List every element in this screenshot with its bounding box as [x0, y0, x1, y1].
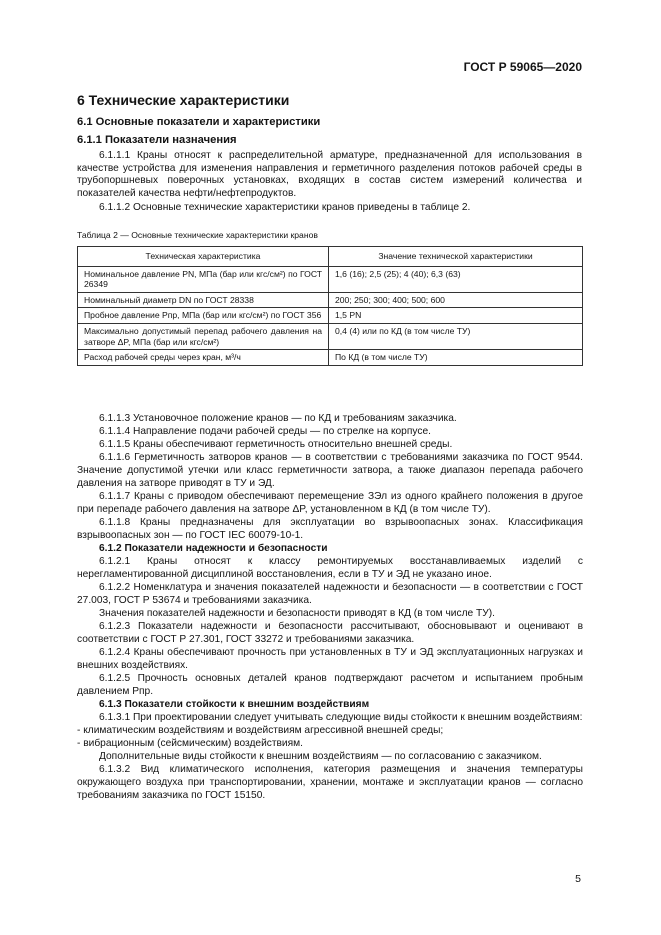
paragraph-6131: 6.1.3.1 При проектировании следует учитывать следующие виды стойкости к внешним воздействиям: [99, 712, 583, 723]
table-row [78, 323, 583, 349]
table-cell-value: 0,4 (4) или по КД (в том числе ТУ) [329, 323, 583, 349]
paragraph-6114: 6.1.1.4 Направление подачи рабочей среды — по стрелке на корпусе. [99, 426, 431, 437]
paragraph-6113: 6.1.1.3 Установочное положение кранов — по КД и требованиям заказчика. [99, 413, 457, 424]
paragraph-6115: 6.1.1.5 Краны обеспечивают герметичность относительно внешней среды. [99, 439, 453, 450]
standard-header: ГОСТ Р 59065—2020 [463, 60, 582, 74]
paragraph-6118: 6.1.1.8 Краны предназначены для эксплуатации во взрывоопасных зонах. Классификация взрывоопасных зон — по ГОСТ IEC 60079-10-1. [77, 517, 583, 541]
table-header-characteristic: Техническая характеристика [78, 247, 329, 267]
paragraph-6117: 6.1.1.7 Краны с приводом обеспечивают перемещение ЗЭл из одного крайнего положения в другое при перепаде рабочего давления на затворе ΔP, установленном в КД (в том числе ТУ). [77, 491, 583, 515]
subsection-611-title: 6.1.1 Показатели назначения [77, 134, 237, 146]
table-cell-value: 1,5 PN [329, 308, 583, 324]
table-row [78, 308, 583, 324]
list-item: - вибрационным (сейсмическим) воздействиям. [77, 738, 303, 749]
section-title: 6 Технические характеристики [77, 92, 290, 108]
table-cell-label: Расход рабочей среды через кран, м³/ч [78, 350, 329, 366]
table-cell-label: Максимально допустимый перепад рабочего давления на затворе ΔP, МПа (бар или кгс/см²) [78, 323, 329, 349]
paragraph-6122: 6.1.2.2 Номенклатура и значения показателей надежности и безопасности — в соответствии с ГОСТ 27.003, ГОСТ Р 53674 и требованиями заказчика. [77, 582, 583, 606]
paragraph-6122-values: Значения показателей надежности и безопасности приводят в КД (в том числе ТУ). [99, 608, 495, 619]
paragraph-6131-additional: Дополнительные виды стойкости к внешним воздействиям — по согласованию с заказчиком. [99, 751, 542, 762]
paragraph-6125: 6.1.2.5 Прочность основных деталей кранов подтверждают расчетом и испытанием пробным давлением Pпр. [77, 673, 583, 697]
subsection-613-title: 6.1.3 Показатели стойкости к внешним воздействиям [99, 699, 370, 710]
table-row [78, 266, 583, 292]
table-caption: Таблица 2 — Основные технические характеристики кранов [77, 230, 318, 240]
subsection-title: 6.1 Основные показатели и характеристики [77, 116, 321, 128]
table-header-value: Значение технической характеристики [329, 247, 583, 267]
paragraph-6132: 6.1.3.2 Вид климатического исполнения, категория размещения и значения температуры окружающего воздуха при транспортировании, хранении, монтаже и эксплуатации кранов — согласно требованиям заказчика по ГОСТ 15150. [77, 764, 583, 801]
page-number: 5 [575, 873, 581, 885]
subsection-612-title: 6.1.2 Показатели надежности и безопасности [99, 543, 328, 554]
paragraph-6112: 6.1.1.2 Основные технические характеристики кранов приведены в таблице 2. [99, 202, 471, 213]
paragraph-6116: 6.1.1.6 Герметичность затворов кранов — в соответствии с требованиями заказчика по ГОСТ 9544. Значение допустимой утечки или класс герметичности затвора, а также диапазон перепада рабочего давления на затворе приводят в ТУ и ЭД. [77, 452, 583, 489]
paragraph-6124: 6.1.2.4 Краны обеспечивают прочность при установленных в ТУ и ЭД эксплуатационных нагрузках и внешних воздействиях. [77, 647, 583, 671]
table-cell-value: 200; 250; 300; 400; 500; 600 [329, 292, 583, 308]
table-cell-label: Номинальное давление PN, МПа (бар или кгс/см²) по ГОСТ 26349 [78, 266, 329, 292]
paragraph-6111: 6.1.1.1 Краны относят к распределительной арматуре, предназначенной для использования в качестве устройства для изменения направления и герметичного разделения потоков рабочей среды в трубопоршневых поверочных установках, входящих в состав систем измерений количества и показателей качества нефти/нефтепродуктов. [77, 150, 582, 199]
table-cell-label: Пробное давление Pпр, МПа (бар или кгс/см²) по ГОСТ 356 [78, 308, 329, 324]
paragraph-6123: 6.1.2.3 Показатели надежности и безопасности рассчитывают, обосновывают и оценивают в соответствии с ГОСТ Р 27.301, ГОСТ 33272 и требованиями заказчика. [77, 621, 583, 645]
body-text [77, 412, 583, 802]
table-cell-value: По КД (в том числе ТУ) [329, 350, 583, 366]
table-row [78, 350, 583, 366]
table-row [78, 292, 583, 308]
list-item: - климатическим воздействиям и воздействиям агрессивной внешней среды; [77, 725, 444, 736]
table-header-row [78, 247, 583, 267]
table-cell-value: 1,6 (16); 2,5 (25); 4 (40); 6,3 (63) [329, 266, 583, 292]
characteristics-table [77, 246, 583, 366]
paragraph-6121: 6.1.2.1 Краны относят к классу ремонтируемых восстанавливаемых изделий с нерегламентированной дисциплиной восстановления, если в ТУ и ЭД не указано иное. [77, 556, 583, 580]
table-cell-label: Номинальный диаметр DN по ГОСТ 28338 [78, 292, 329, 308]
